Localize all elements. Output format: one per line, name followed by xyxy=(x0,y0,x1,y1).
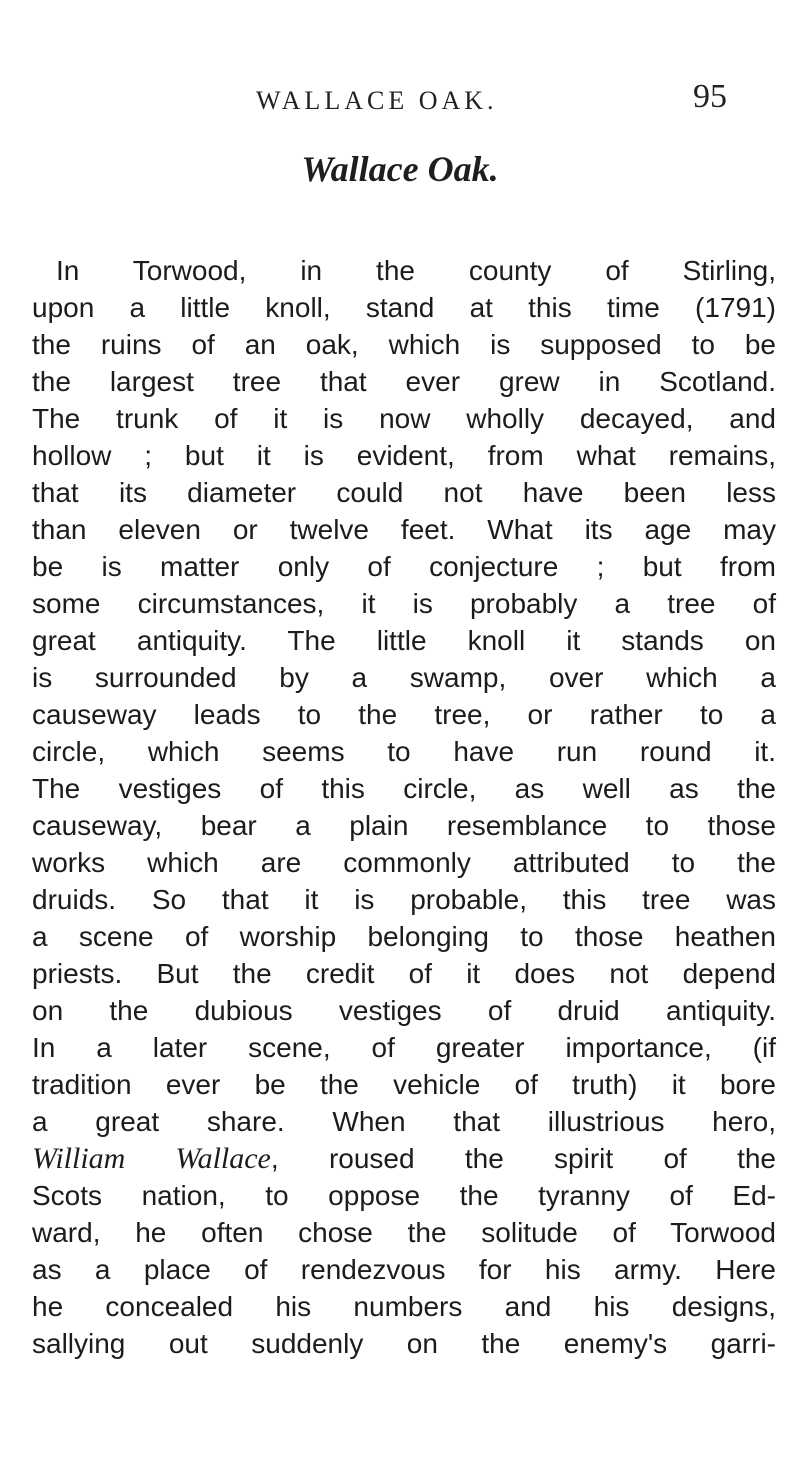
text-line: ward, he often chose the solitude of Torwood xyxy=(32,1217,776,1248)
text-line: that its diameter could not have been less xyxy=(32,477,776,508)
text-line: the ruins of an oak, which is supposed to be xyxy=(32,329,776,360)
text-line: on the dubious vestiges of druid antiquity. xyxy=(32,995,776,1026)
text-line: Scots nation, to oppose the tyranny of Ed- xyxy=(32,1180,776,1211)
text-line: works which are commonly attributed to the xyxy=(32,847,776,878)
page-number: 95 xyxy=(693,78,727,115)
text-line: upon a little knoll, stand at this time (1791) xyxy=(32,292,776,323)
section-title: Wallace Oak. xyxy=(301,149,499,189)
text-line: than eleven or twelve feet. What its age may xyxy=(32,514,776,545)
text-line: circle, which seems to have run round it. xyxy=(32,736,776,767)
body-text xyxy=(32,252,776,1362)
text-line: sallying out suddenly on the enemy's garri- xyxy=(32,1328,776,1359)
text-line-william-wallace xyxy=(32,1140,776,1177)
text-line: causeway, bear a plain resemblance to those xyxy=(32,810,776,841)
text-line: The trunk of it is now wholly decayed, and xyxy=(32,403,776,434)
text-line: as a place of rendezvous for his army. Here xyxy=(32,1254,776,1285)
text-line: be is matter only of conjecture ; but from xyxy=(32,551,776,582)
text-line: In Torwood, in the county of Stirling, xyxy=(56,255,776,286)
text-line: causeway leads to the tree, or rather to a xyxy=(32,699,776,730)
text-line: the largest tree that ever grew in Scotland. xyxy=(32,366,776,397)
text-line: is surrounded by a swamp, over which a xyxy=(32,662,776,693)
text-line: he concealed his numbers and his designs, xyxy=(32,1291,776,1322)
italic-name: William Wallace xyxy=(32,1142,271,1175)
text-line: druids. So that it is probable, this tree was xyxy=(32,884,776,915)
text-line: a scene of worship belonging to those heathen xyxy=(32,921,776,952)
text-line: In a later scene, of greater importance, (if xyxy=(32,1032,776,1063)
text-line: priests. But the credit of it does not depend xyxy=(32,958,776,989)
text-line: The vestiges of this circle, as well as the xyxy=(32,773,776,804)
text-line: a great share. When that illustrious hero, xyxy=(32,1106,776,1137)
text-fragment: , roused the spirit of the xyxy=(270,1143,776,1174)
text-line: tradition ever be the vehicle of truth) it bore xyxy=(32,1069,776,1100)
text-line: hollow ; but it is evident, from what remains, xyxy=(32,440,776,471)
running-head: WALLACE OAK. xyxy=(256,86,498,115)
text-line: great antiquity. The little knoll it stands on xyxy=(32,625,776,656)
text-line: some circumstances, it is probably a tree of xyxy=(32,588,776,619)
